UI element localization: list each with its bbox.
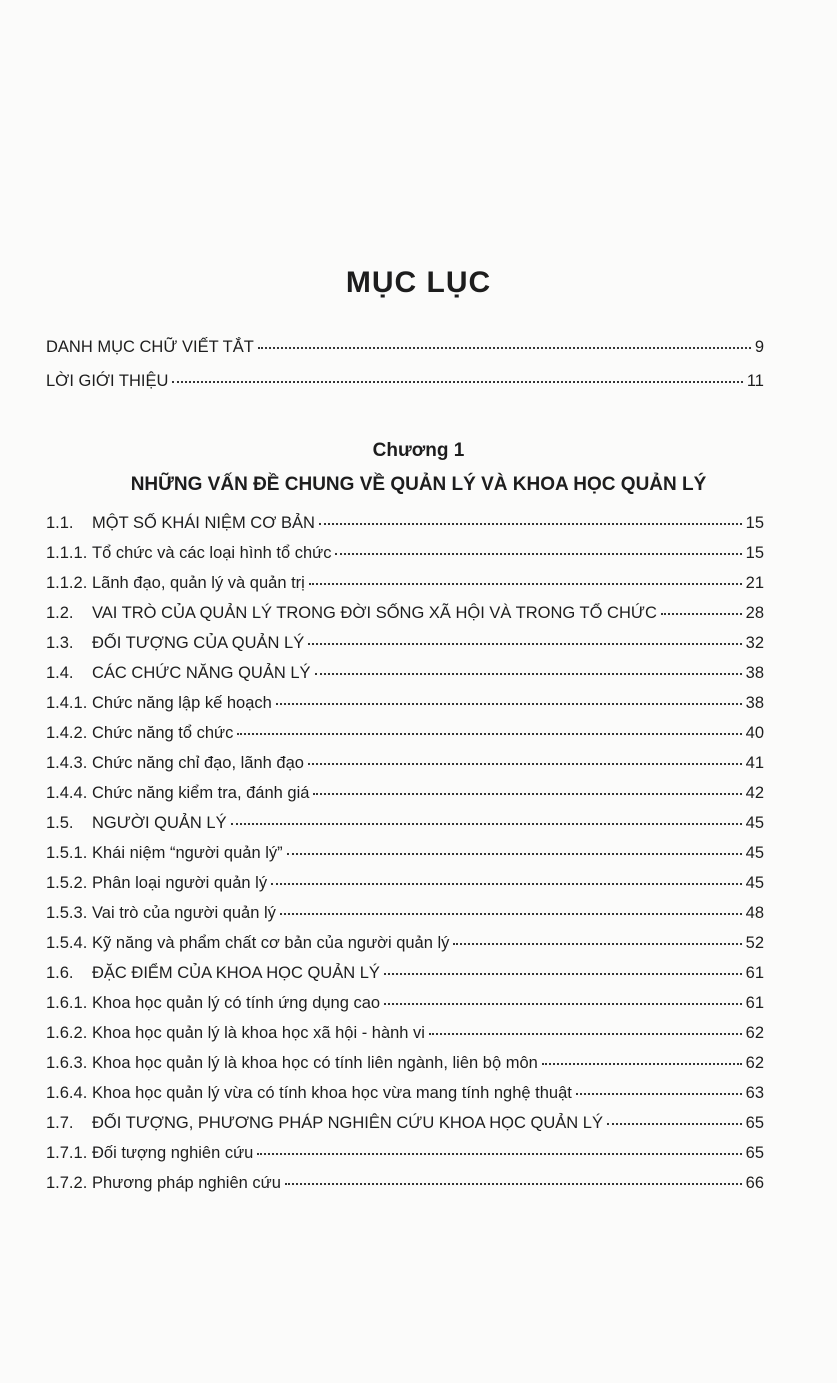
toc-row[interactable] (46, 844, 764, 874)
dot-leader (319, 522, 742, 525)
dot-leader (285, 1182, 742, 1185)
toc-page-number: 32 (745, 634, 764, 652)
toc-label: Chức năng kiểm tra, đánh giá (92, 784, 310, 802)
toc-section-number: 1.4. (46, 664, 74, 682)
toc-row[interactable] (46, 814, 764, 844)
toc-row[interactable] (46, 1174, 764, 1204)
toc-row[interactable] (46, 574, 764, 604)
toc-label: ĐỐI TƯỢNG, PHƯƠNG PHÁP NGHIÊN CỨU KHOA HỌC QUẢN LÝ (92, 1114, 603, 1132)
toc-row[interactable] (46, 544, 764, 574)
toc-row[interactable] (46, 784, 764, 814)
toc-row[interactable] (46, 372, 764, 406)
toc-label: Khái niệm “người quản lý” (92, 844, 283, 862)
dot-leader (429, 1032, 742, 1035)
dot-leader (271, 882, 742, 885)
toc-section-number: 1.1.1. (46, 544, 88, 562)
toc-section-number: 1.3. (46, 634, 74, 652)
toc-page-number: 42 (745, 784, 764, 802)
toc-page-number: 15 (745, 544, 764, 562)
toc-section-number: 1.2. (46, 604, 74, 622)
dot-leader (384, 972, 742, 975)
toc-page-number: 38 (745, 664, 764, 682)
toc-label: ĐỐI TƯỢNG CỦA QUẢN LÝ (92, 634, 305, 652)
toc-label: MỘT SỐ KHÁI NIỆM CƠ BẢN (92, 514, 315, 532)
dot-leader (258, 346, 751, 349)
toc-label: Khoa học quản lý vừa có tính khoa học vừa mang tính nghệ thuật (92, 1084, 572, 1102)
toc-label: Chức năng lập kế hoạch (92, 694, 272, 712)
toc-page-number: 65 (745, 1114, 764, 1132)
dot-leader (607, 1122, 742, 1125)
toc-page-number: 45 (745, 844, 764, 862)
toc-section-number: 1.6.4. (46, 1084, 88, 1102)
toc-row[interactable] (46, 604, 764, 634)
dot-leader (453, 942, 741, 945)
toc-section-number: 1.4.4. (46, 784, 88, 802)
toc-section-number: 1.1.2. (46, 574, 88, 592)
toc-row[interactable] (46, 1054, 764, 1084)
toc-page-number: 61 (745, 964, 764, 982)
toc-page-number: 65 (745, 1144, 764, 1162)
dot-leader (335, 552, 741, 555)
toc-entries-list (46, 514, 764, 1204)
toc-section-number: 1.7. (46, 1114, 74, 1132)
dot-leader (276, 702, 742, 705)
toc-section-number: 1.5.3. (46, 904, 88, 922)
dot-leader (384, 1002, 742, 1005)
toc-row[interactable] (46, 724, 764, 754)
toc-row[interactable] (46, 338, 764, 372)
toc-label: Phân loại người quản lý (92, 874, 268, 892)
dot-leader (309, 582, 742, 585)
toc-label: Chức năng tổ chức (92, 724, 234, 742)
toc-section-number: 1.6.1. (46, 994, 88, 1012)
toc-label: CÁC CHỨC NĂNG QUẢN LÝ (92, 664, 311, 682)
toc-page-number: 41 (745, 754, 764, 772)
toc-label: Vai trò của người quản lý (92, 904, 276, 922)
toc-label: ĐẶC ĐIỂM CỦA KHOA HỌC QUẢN LÝ (92, 964, 380, 982)
toc-row[interactable] (46, 994, 764, 1024)
toc-section-number: 1.6.2. (46, 1024, 88, 1042)
toc-row[interactable] (46, 1144, 764, 1174)
toc-label: DANH MỤC CHỮ VIẾT TẮT (46, 338, 254, 356)
dot-leader (308, 762, 742, 765)
toc-row[interactable] (46, 754, 764, 784)
toc-page-number: 52 (745, 934, 764, 952)
toc-page-number: 45 (745, 814, 764, 832)
toc-row[interactable] (46, 664, 764, 694)
toc-page-number: 21 (745, 574, 764, 592)
toc-page-number: 48 (745, 904, 764, 922)
toc-label: Đối tượng nghiên cứu (92, 1144, 254, 1162)
dot-leader (172, 380, 742, 383)
toc-row[interactable] (46, 904, 764, 934)
toc-label: Khoa học quản lý có tính ứng dụng cao (92, 994, 381, 1012)
toc-row[interactable] (46, 1084, 764, 1114)
dot-leader (661, 612, 742, 615)
dot-leader (280, 912, 742, 915)
chapter-number: Chương 1 (372, 440, 465, 461)
chapter-title: NHỮNG VẤN ĐỀ CHUNG VỀ QUẢN LÝ VÀ KHOA HỌC QUẢN LÝ (130, 474, 707, 495)
front-matter-list (46, 338, 764, 406)
toc-section-number: 1.5.2. (46, 874, 88, 892)
toc-page-number: 40 (745, 724, 764, 742)
toc-label: Lãnh đạo, quản lý và quản trị (92, 574, 305, 592)
toc-label: NGƯỜI QUẢN LÝ (92, 814, 227, 832)
toc-label: LỜI GIỚI THIỆU (46, 372, 169, 390)
toc-section-number: 1.6. (46, 964, 74, 982)
toc-row[interactable] (46, 964, 764, 994)
dot-leader (313, 792, 741, 795)
dot-leader (542, 1062, 742, 1065)
toc-row[interactable] (46, 1024, 764, 1054)
toc-page-number: 61 (745, 994, 764, 1012)
toc-page-number: 45 (745, 874, 764, 892)
toc-label: Tổ chức và các loại hình tổ chức (92, 544, 332, 562)
toc-page-number: 62 (745, 1024, 764, 1042)
toc-page-number: 63 (745, 1084, 764, 1102)
toc-row[interactable] (46, 874, 764, 904)
toc-section-number: 1.5. (46, 814, 74, 832)
toc-section-number: 1.6.3. (46, 1054, 88, 1072)
toc-row[interactable] (46, 1114, 764, 1144)
toc-label: Kỹ năng và phẩm chất cơ bản của người quản lý (92, 934, 450, 952)
toc-section-number: 1.4.3. (46, 754, 88, 772)
toc-page-number: 11 (746, 372, 764, 390)
toc-label: Khoa học quản lý là khoa học có tính liên ngành, liên bộ môn (92, 1054, 538, 1072)
toc-section-number: 1.4.2. (46, 724, 88, 742)
toc-page-number: 9 (754, 338, 764, 356)
toc-row[interactable] (46, 634, 764, 664)
toc-label: VAI TRÒ CỦA QUẢN LÝ TRONG ĐỜI SỐNG XÃ HỘI VÀ TRONG TỔ CHỨC (92, 604, 657, 622)
toc-row[interactable] (46, 514, 764, 544)
toc-page-number: 28 (745, 604, 764, 622)
toc-page-number: 66 (745, 1174, 764, 1192)
toc-section-number: 1.7.2. (46, 1174, 88, 1192)
toc-section-number: 1.7.1. (46, 1144, 88, 1162)
toc-page-number: 15 (745, 514, 764, 532)
toc-section-number: 1.5.4. (46, 934, 88, 952)
dot-leader (237, 732, 741, 735)
dot-leader (231, 822, 742, 825)
dot-leader (287, 852, 742, 855)
toc-label: Chức năng chỉ đạo, lãnh đạo (92, 754, 304, 772)
dot-leader (308, 642, 741, 645)
dot-leader (315, 672, 742, 675)
toc-section-number: 1.1. (46, 514, 74, 532)
page-title: MỤC LỤC (345, 266, 492, 299)
toc-page-number: 62 (745, 1054, 764, 1072)
dot-leader (576, 1092, 742, 1095)
toc-row[interactable] (46, 934, 764, 964)
toc-label: Khoa học quản lý là khoa học xã hội - hành vi (92, 1024, 425, 1042)
toc-row[interactable] (46, 694, 764, 724)
toc-section-number: 1.4.1. (46, 694, 88, 712)
toc-section-number: 1.5.1. (46, 844, 88, 862)
toc-label: Phương pháp nghiên cứu (92, 1174, 281, 1192)
dot-leader (257, 1152, 741, 1155)
toc-page-number: 38 (745, 694, 764, 712)
